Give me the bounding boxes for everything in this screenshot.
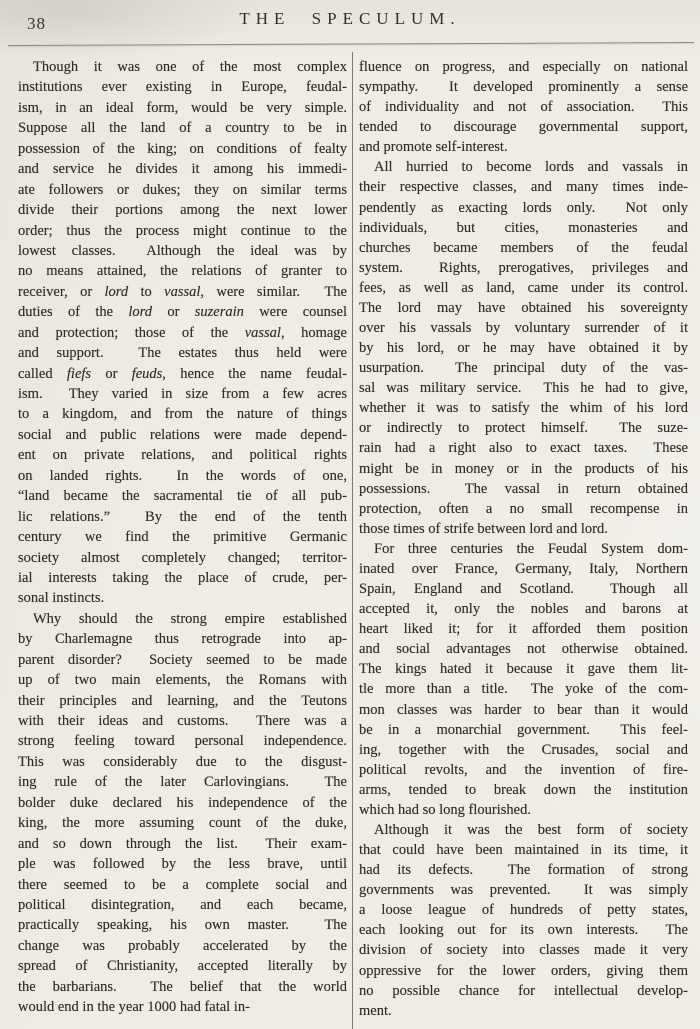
text-line: duties of the lord or suzerain were counsel: [18, 304, 347, 321]
text-line: rain had a right also to exact taxes. These: [359, 440, 688, 457]
text-line: spread of Christianity, accepted literally by: [18, 958, 347, 975]
text-line: fluence on progress, and especially on national: [359, 59, 688, 75]
text-line: Although it was the best form of society: [374, 821, 688, 838]
text-line: that could have been maintained in its time, it: [359, 842, 688, 859]
text-line: The lord may have obtained his sovereignty: [359, 299, 688, 316]
text-line: accepted it, only the nobles and barons at: [359, 601, 688, 618]
text-line: with their ideas and customs. There was a: [18, 713, 347, 729]
text-line: ing rule of the later Carlovingians. The: [18, 774, 347, 791]
text-line: ial interests taking the place of crude, per-: [18, 569, 347, 586]
text-line: order; thus the process might continue to the: [18, 222, 347, 239]
text-line: pendently as exacting lords only. Not only: [359, 199, 688, 216]
text-line: a loose league of hundreds of petty states,: [359, 902, 688, 919]
text-line: lic relations.” By the end of the tenth: [18, 508, 347, 525]
text-line: tended to discourage governmental support,: [359, 119, 688, 136]
text-line: fees, as well as land, came under its control.: [359, 279, 688, 296]
text-line: had its defects. The formation of strong: [359, 862, 688, 879]
text-line: of individuality and not of association. This: [359, 99, 688, 116]
text-line: usurpation. The principal duty of the vas-: [359, 360, 688, 377]
text-line: strong feeling toward personal independence.: [18, 733, 347, 750]
text-line: century we find the primitive Germanic: [18, 529, 347, 546]
text-line: political revolts, and the invention of fire-: [359, 761, 688, 778]
text-line: by his lord, or he may have obtained it by: [359, 340, 688, 357]
header-rule: [8, 42, 694, 46]
text-line: possessions. The vassal in return obtained: [359, 480, 688, 497]
text-line: or indirectly to protect himself. The suze-: [359, 420, 688, 437]
text-line: ing, together with the Crusades, social and: [359, 741, 688, 758]
text-line: on landed rights. In the words of one,: [18, 467, 347, 484]
text-line: inated over France, Germany, Italy, Northern: [359, 560, 688, 577]
text-line: institutions ever existing in Europe, feudal-: [18, 79, 347, 96]
text-line: and support. The estates thus held were: [18, 345, 347, 362]
text-line: division of society into classes made it very: [359, 942, 688, 959]
text-line: the barbarians. The belief that the world: [18, 978, 347, 995]
text-line: The kings hated it because it gave them lit-: [359, 661, 688, 678]
text-line: and promote self-interest.: [359, 139, 508, 156]
text-line: no means attained, the relations of granter to: [18, 263, 347, 280]
text-line: ism, in an ideal form, would be very simple.: [18, 99, 347, 116]
text-line: their principles and learning, and the Teutons: [18, 692, 347, 709]
text-line: would end in the year 1000 had fatal in-: [18, 999, 250, 1016]
text-line: sympathy. It developed prominently a sense: [359, 79, 688, 96]
text-line: king, the more assuming count of the duke,: [18, 815, 347, 832]
text-line: and so down through the list. Their exam-: [18, 835, 347, 852]
text-line: ate followers or dukes; they on similar terms: [18, 181, 347, 198]
text-line: receiver, or lord to vassal, were similar. The: [18, 283, 347, 300]
text-line: political disintegration, and each became,: [18, 896, 347, 913]
text-line: and service he divides it among his immedi-: [18, 161, 347, 178]
text-line: system. Rights, prerogatives, privileges and: [359, 259, 688, 276]
text-line: arms, tended to break down the institution: [359, 781, 688, 798]
text-line: ent on private relations, and political rights: [18, 447, 347, 464]
text-line: “land became the sacramental tie of all pub-: [18, 488, 347, 505]
text-line: Suppose all the land of a country to be in: [18, 120, 347, 137]
text-line: be in a monarchial government. This feel-: [359, 721, 688, 738]
text-line: tle more than a title. The yoke of the com-: [359, 681, 688, 698]
text-line: their respective classes, and many times inde-: [359, 179, 688, 196]
left-column: [18, 57, 347, 1018]
text-line: over his vassals by voluntary surrender of it: [359, 320, 688, 337]
text-line: For three centuries the Feudal System dom-: [374, 540, 688, 557]
text-line: called fiefs or feuds, hence the name feudal-: [18, 365, 347, 382]
text-line: social and public relations were made depend-: [18, 426, 347, 443]
text-line: ism. They varied in size from a few acres: [18, 386, 347, 402]
text-line: up of two main elements, the Romans with: [18, 672, 347, 689]
text-line: Spain, England and Scotland. Though all: [359, 581, 688, 598]
text-line: divide their portions among the next lower: [18, 202, 347, 219]
text-line: sal was military service. This he had to give,: [359, 380, 688, 397]
text-line: Though it was one of the most complex: [33, 59, 347, 75]
text-line: whether it was to satisfy the whim of his lord: [359, 400, 688, 417]
text-line: All hurried to become lords and vassals in: [374, 159, 688, 176]
text-line: lowest classes. Although the ideal was by: [18, 242, 347, 259]
text-line: each looking out for its own interests. The: [359, 922, 688, 939]
text-line: practically speaking, his own master. The: [18, 917, 347, 934]
text-line: and social advantages not otherwise obtained.: [359, 641, 688, 658]
text-line: parent disorder? Society seemed to be made: [18, 651, 347, 668]
text-line: no possible chance for intellectual develop-: [359, 982, 688, 999]
text-line: mon classes was harder to bear than it would: [359, 701, 688, 718]
text-line: which had so long flourished.: [359, 801, 531, 818]
text-line: Why should the strong empire established: [33, 610, 347, 627]
right-column: [359, 57, 688, 1021]
text-line: by Charlemagne thus retrograde into ap-: [18, 631, 347, 648]
text-line: ple was followed by the less brave, until: [18, 856, 347, 873]
text-line: possession of the king; on conditions of fealty: [18, 140, 347, 157]
text-line: This was considerably due to the disgust-: [18, 753, 347, 770]
text-line: oppressive for the lower orders, giving them: [359, 962, 688, 979]
text-line: governments was prevented. It was simply: [359, 882, 688, 899]
column-divider: [352, 52, 353, 1029]
page-title: THE SPECULUM.: [239, 9, 461, 28]
text-line: ment.: [359, 1002, 392, 1019]
text-line: those times of strife between lord and lord.: [359, 520, 608, 537]
text-line: individuals, but cities, monasteries and: [359, 219, 688, 236]
text-line: churches became members of the feudal: [359, 239, 688, 256]
text-line: heart liked it; for it afforded them position: [359, 621, 688, 638]
text-line: there seemed to be a complete social and: [18, 876, 347, 893]
text-line: change was probably accelerated by the: [18, 937, 347, 954]
text-line: and protection; those of the vassal, homage: [18, 324, 347, 341]
text-line: might be in money or in the products of his: [359, 460, 688, 477]
text-line: society almost completely changed; territor-: [18, 549, 347, 566]
text-line: protection, often a no small recompense in: [359, 500, 688, 517]
text-line: bolder duke declared his independence of the: [18, 794, 347, 811]
text-line: to a kingdom, and from the nature of things: [18, 406, 347, 423]
text-line: sonal instincts.: [18, 590, 105, 607]
page-number: 38: [27, 14, 46, 33]
